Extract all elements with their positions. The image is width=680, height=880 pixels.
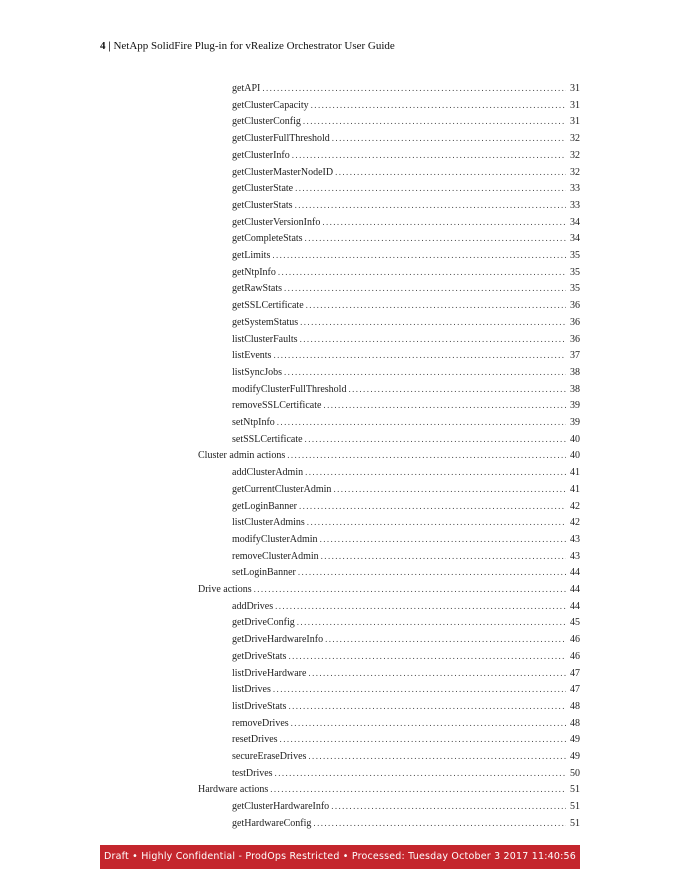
toc-entry[interactable] [232, 799, 580, 813]
toc-entry[interactable] [232, 398, 580, 412]
toc-entry[interactable] [232, 632, 580, 646]
toc-entry[interactable] [232, 816, 580, 830]
toc-entry[interactable] [232, 281, 580, 295]
toc-dot-leader [284, 365, 566, 379]
toc-entry[interactable] [232, 699, 580, 713]
toc-entry[interactable] [232, 81, 580, 95]
toc-entry-title: modifyClusterFullThreshold [232, 383, 347, 395]
toc-entry-page-number: 36 [570, 333, 580, 345]
toc-dot-leader [311, 98, 566, 112]
toc-entry[interactable] [232, 532, 580, 546]
toc-dot-leader [299, 499, 566, 513]
toc-entry[interactable] [232, 499, 580, 513]
toc-entry-title: getLimits [232, 250, 271, 261]
toc-dot-leader [303, 114, 566, 128]
toc-entry[interactable] [232, 649, 580, 663]
toc-dot-leader [291, 716, 566, 730]
toc-entry[interactable] [232, 432, 580, 446]
toc-entry-page-number: 35 [570, 250, 580, 261]
toc-dot-leader [307, 515, 566, 529]
toc-entry-title: getCompleteStats [232, 233, 303, 245]
toc-entry-page-number: 48 [570, 717, 580, 729]
toc-entry-page-number: 40 [570, 450, 580, 462]
toc-entry-title: getDriveConfig [232, 617, 295, 629]
toc-entry[interactable] [232, 766, 580, 780]
toc-entry[interactable] [232, 716, 580, 730]
toc-entry[interactable] [232, 382, 580, 396]
toc-dot-leader [325, 632, 566, 646]
toc-entry-page-number: 38 [570, 366, 580, 378]
toc-entry-page-number: 43 [570, 533, 580, 545]
toc-entry[interactable] [232, 315, 580, 329]
toc-entry-page-number: 39 [570, 417, 580, 428]
toc-entry[interactable] [232, 549, 580, 563]
toc-entry-title: getSSLCertificate [232, 300, 304, 312]
toc-dot-leader [273, 682, 566, 696]
toc-entry-title: resetDrives [232, 734, 278, 746]
toc-entry-title: getAPI [232, 83, 261, 94]
toc-entry-page-number: 47 [570, 684, 580, 696]
toc-entry-title: listDrives [232, 684, 271, 696]
toc-entry[interactable] [232, 348, 580, 362]
toc-entry-page-number: 42 [570, 500, 580, 512]
toc-entry-title: getNtpInfo [232, 266, 276, 278]
toc-entry[interactable] [232, 415, 580, 429]
toc-dot-leader [262, 81, 566, 95]
toc-dot-leader [348, 382, 566, 396]
toc-entry-page-number: 39 [570, 400, 580, 412]
document-title: NetApp SolidFire Plug-in for vRealize Orchestrator User Guide [113, 40, 395, 52]
toc-entry[interactable] [198, 448, 580, 462]
toc-entry[interactable] [232, 265, 580, 279]
toc-entry-page-number: 32 [570, 133, 580, 145]
toc-entry-title: getClusterCapacity [232, 99, 309, 111]
toc-dot-leader [332, 131, 566, 145]
toc-entry-page-number: 44 [570, 600, 580, 612]
toc-entry-page-number: 51 [570, 817, 580, 829]
toc-dot-leader [284, 281, 566, 295]
toc-entry[interactable] [232, 732, 580, 746]
toc-entry-page-number: 31 [570, 116, 580, 128]
toc-entry-title: listSyncJobs [232, 366, 283, 378]
toc-entry-title: Hardware actions [198, 784, 269, 796]
toc-entry-title: listDriveHardware [232, 667, 307, 679]
toc-entry[interactable] [232, 615, 580, 629]
toc-dot-leader [320, 532, 566, 546]
toc-entry-page-number: 51 [570, 801, 580, 813]
toc-entry-page-number: 51 [570, 784, 580, 796]
toc-dot-leader [321, 549, 566, 563]
toc-entry-page-number: 33 [570, 183, 580, 195]
toc-entry-title: getClusterInfo [232, 149, 290, 161]
toc-entry[interactable] [232, 215, 580, 229]
toc-entry-page-number: 31 [570, 83, 580, 94]
toc-dot-leader [313, 816, 566, 830]
toc-entry-page-number: 44 [570, 567, 580, 579]
toc-entry-page-number: 48 [570, 700, 580, 712]
toc-entry-title: addClusterAdmin [232, 467, 304, 479]
toc-entry-page-number: 36 [570, 316, 580, 328]
toc-entry-title: testDrives [232, 767, 273, 779]
toc-entry[interactable] [232, 231, 580, 245]
toc-entry[interactable] [232, 565, 580, 579]
toc-entry-title: setSSLCertificate [232, 433, 303, 445]
toc-entry[interactable] [232, 248, 580, 262]
toc-dot-leader [280, 732, 566, 746]
toc-entry[interactable] [232, 114, 580, 128]
toc-entry-title: getClusterFullThreshold [232, 133, 330, 145]
toc-dot-leader [278, 265, 566, 279]
toc-entry-page-number: 46 [570, 634, 580, 646]
toc-entry-title: listEvents [232, 350, 272, 362]
toc-entry[interactable] [232, 666, 580, 680]
toc-entry-title: Drive actions [198, 584, 252, 595]
toc-dot-leader [331, 799, 566, 813]
toc-entry-page-number: 32 [570, 149, 580, 161]
toc-entry[interactable] [232, 98, 580, 112]
toc-dot-leader [306, 298, 566, 312]
toc-entry-page-number: 49 [570, 751, 580, 762]
toc-dot-leader [305, 465, 566, 479]
page-header [100, 40, 395, 52]
toc-entry[interactable] [232, 332, 580, 346]
toc-entry-page-number: 41 [570, 467, 580, 479]
confidential-footer-banner [100, 845, 580, 869]
toc-entry-title: removeDrives [232, 717, 289, 729]
toc-dot-leader [273, 348, 566, 362]
toc-entry-title: getClusterHardwareInfo [232, 801, 330, 813]
toc-entry-page-number: 45 [570, 617, 580, 629]
toc-entry-page-number: 35 [570, 283, 580, 295]
toc-dot-leader [295, 181, 566, 195]
toc-entry-title: getSystemStatus [232, 316, 299, 328]
toc-dot-leader [305, 231, 566, 245]
toc-entry-title: secureEraseDrives [232, 751, 307, 762]
toc-entry-title: Cluster admin actions [198, 450, 286, 462]
toc-dot-leader [275, 599, 566, 613]
toc-entry-page-number: 44 [570, 584, 580, 595]
page-number: 4 [100, 40, 106, 52]
toc-entry-title: setNtpInfo [232, 417, 275, 428]
toc-entry-page-number: 34 [570, 216, 580, 228]
toc-dot-leader [295, 198, 566, 212]
toc-entry-title: modifyClusterAdmin [232, 533, 318, 545]
toc-entry-page-number: 41 [570, 483, 580, 495]
toc-entry[interactable] [232, 682, 580, 696]
toc-entry-page-number: 40 [570, 433, 580, 445]
toc-dot-leader [288, 649, 566, 663]
toc-entry-title: getDriveStats [232, 650, 287, 662]
toc-entry-page-number: 32 [570, 166, 580, 178]
toc-entry-page-number: 42 [570, 517, 580, 529]
toc-entry[interactable] [232, 148, 580, 162]
toc-entry[interactable] [232, 749, 580, 763]
toc-entry-title: getClusterMasterNodeID [232, 166, 334, 178]
toc-dot-leader [322, 215, 566, 229]
toc-entry-page-number: 36 [570, 300, 580, 312]
toc-entry[interactable] [232, 365, 580, 379]
toc-entry-title: getDriveHardwareInfo [232, 634, 324, 646]
toc-dot-leader [300, 315, 566, 329]
header-separator: | [108, 40, 111, 52]
toc-entry-title: getHardwareConfig [232, 817, 312, 829]
toc-entry-title: removeSSLCertificate [232, 400, 322, 412]
toc-dot-leader [287, 448, 566, 462]
toc-dot-leader [323, 398, 566, 412]
toc-entry-page-number: 49 [570, 734, 580, 746]
toc-entry-title: listClusterAdmins [232, 517, 305, 529]
toc-entry-page-number: 33 [570, 199, 580, 211]
toc-entry[interactable] [232, 131, 580, 145]
toc-dot-leader [277, 415, 566, 429]
toc-dot-leader [308, 666, 566, 680]
toc-dot-leader [308, 749, 566, 763]
toc-entry[interactable] [232, 198, 580, 212]
toc-dot-leader [272, 248, 566, 262]
toc-entry-page-number: 38 [570, 383, 580, 395]
toc-entry-title: addDrives [232, 600, 274, 612]
toc-entry-page-number: 50 [570, 767, 580, 779]
toc-entry-title: getCurrentClusterAdmin [232, 483, 332, 495]
toc-entry-page-number: 31 [570, 99, 580, 111]
toc-dot-leader [305, 432, 566, 446]
toc-entry[interactable] [232, 515, 580, 529]
toc-entry-page-number: 35 [570, 266, 580, 278]
toc-entry[interactable] [232, 465, 580, 479]
toc-dot-leader [275, 766, 566, 780]
toc-entry[interactable] [232, 181, 580, 195]
toc-dot-leader [270, 782, 566, 796]
toc-entry-title: getClusterState [232, 183, 294, 195]
toc-dot-leader [300, 332, 566, 346]
toc-entry-title: listClusterFaults [232, 333, 298, 345]
toc-entry-title: getClusterVersionInfo [232, 216, 321, 228]
toc-dot-leader [288, 699, 566, 713]
toc-entry-title: getRawStats [232, 283, 282, 295]
toc-dot-leader [298, 565, 566, 579]
toc-entry-page-number: 47 [570, 667, 580, 679]
toc-entry[interactable] [232, 165, 580, 179]
toc-dot-leader [254, 582, 566, 596]
toc-entry-page-number: 37 [570, 350, 580, 362]
toc-entry-title: removeClusterAdmin [232, 550, 319, 562]
toc-entry-title: setLoginBanner [232, 567, 296, 579]
toc-dot-leader [292, 148, 566, 162]
toc-entry[interactable] [232, 599, 580, 613]
toc-entry[interactable] [198, 582, 580, 596]
toc-dot-leader [333, 482, 566, 496]
toc-entry-title: getClusterConfig [232, 116, 301, 128]
toc-entry-page-number: 43 [570, 550, 580, 562]
toc-entry-title: getClusterStats [232, 199, 293, 211]
toc-entry-page-number: 46 [570, 650, 580, 662]
toc-entry-title: getLoginBanner [232, 500, 297, 512]
toc-entry[interactable] [232, 298, 580, 312]
toc-dot-leader [335, 165, 566, 179]
toc-entry-title: listDriveStats [232, 700, 287, 712]
toc-entry-page-number: 34 [570, 233, 580, 245]
toc-entry[interactable] [232, 482, 580, 496]
footer-text: Draft • Highly Confidential - ProdOps Restricted • Processed: Tuesday October 3 2017 11:40:56 [104, 851, 576, 862]
toc-dot-leader [297, 615, 566, 629]
toc-entry[interactable] [198, 782, 580, 796]
